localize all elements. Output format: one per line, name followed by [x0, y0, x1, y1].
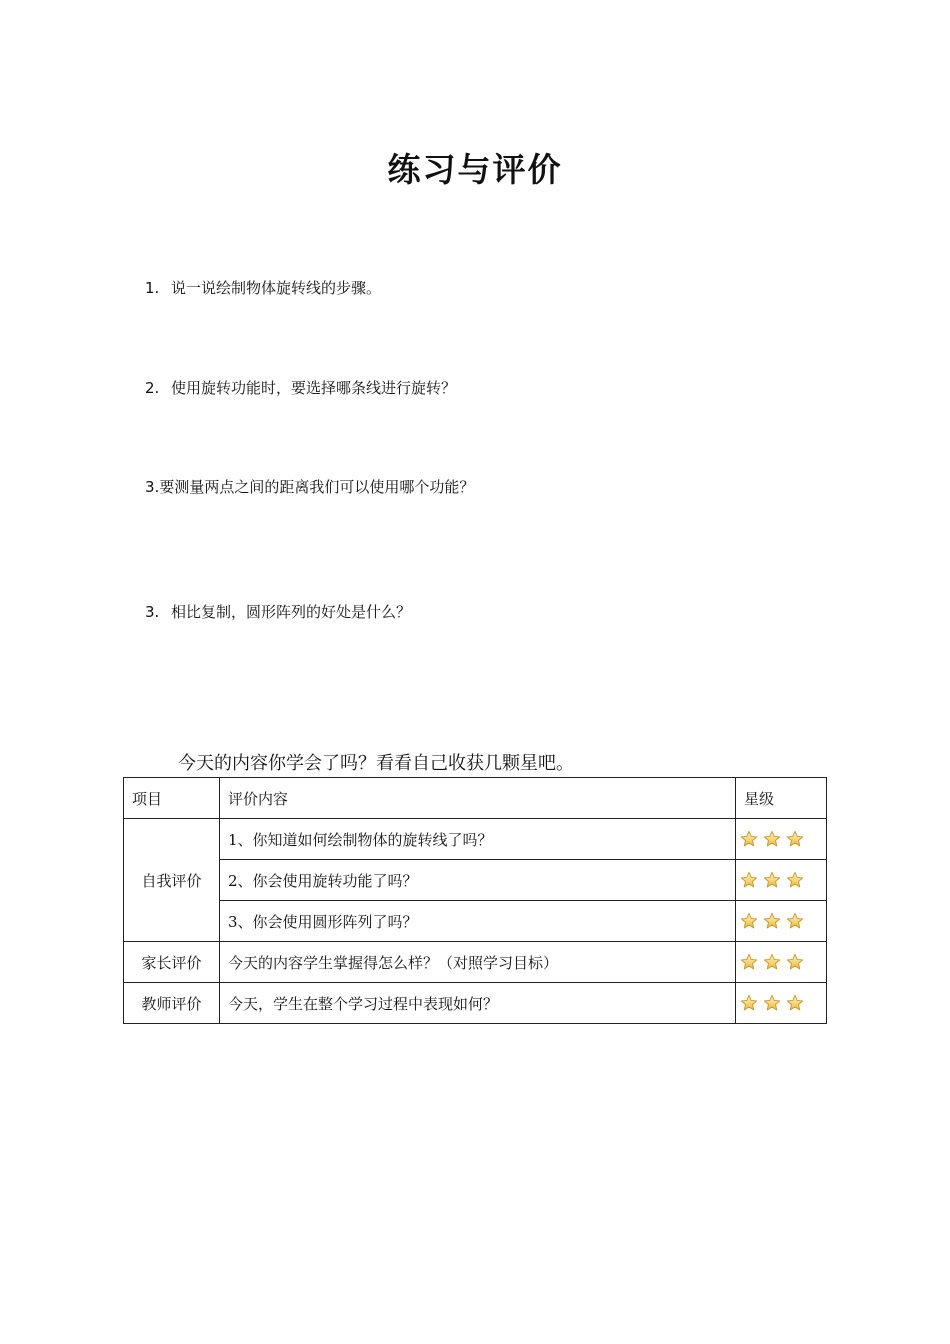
table-row	[124, 901, 827, 942]
row-content: 今天的内容学生掌握得怎么样？（对照学习目标）	[220, 942, 736, 983]
star-group	[740, 994, 822, 1012]
question-number: 3.	[145, 478, 160, 496]
header-item: 项目	[124, 778, 220, 819]
row-content: 1、你知道如何绘制物体的旋转线了吗？	[220, 819, 736, 860]
star-group	[740, 953, 822, 971]
question-number: 1.	[145, 279, 160, 297]
row-content: 今天，学生在整个学习过程中表现如何？	[220, 983, 736, 1024]
question-text: 说一说绘制物体旋转线的步骤。	[171, 279, 382, 297]
category-parent: 家长评价	[124, 942, 220, 983]
table-row	[124, 942, 827, 983]
table-row	[124, 819, 827, 860]
star-rating[interactable]	[736, 901, 827, 942]
star-icon[interactable]	[786, 912, 804, 930]
star-group	[740, 871, 822, 889]
star-icon[interactable]	[786, 953, 804, 971]
question-text: 使用旋转功能时，要选择哪条线进行旋转？	[171, 379, 457, 397]
star-rating[interactable]	[736, 942, 827, 983]
star-icon[interactable]	[740, 912, 758, 930]
question-text: 要测量两点之间的距离我们可以使用哪个功能？	[159, 478, 475, 496]
star-icon[interactable]	[763, 871, 781, 889]
question-number: 3.	[145, 603, 160, 621]
table-header-row	[124, 778, 827, 819]
star-icon[interactable]	[740, 871, 758, 889]
question-3	[145, 477, 474, 497]
page-title: 练习与评价	[387, 150, 563, 189]
table-row	[124, 860, 827, 901]
evaluation-intro: 今天的内容你学会了吗？看看自己收获几颗星吧。	[178, 753, 574, 774]
question-number: 2.	[145, 379, 160, 397]
star-icon[interactable]	[763, 953, 781, 971]
header-content: 评价内容	[220, 778, 736, 819]
question-4	[145, 602, 411, 622]
question-2	[145, 378, 456, 398]
star-rating[interactable]	[736, 860, 827, 901]
star-icon[interactable]	[740, 953, 758, 971]
table-row	[124, 983, 827, 1024]
row-content: 2、你会使用旋转功能了吗？	[220, 860, 736, 901]
category-teacher: 教师评价	[124, 983, 220, 1024]
star-group	[740, 912, 822, 930]
category-self: 自我评价	[124, 819, 220, 942]
evaluation-table	[123, 777, 827, 1024]
question-1	[145, 278, 381, 298]
star-icon[interactable]	[763, 830, 781, 848]
star-icon[interactable]	[786, 871, 804, 889]
star-group	[740, 830, 822, 848]
question-text: 相比复制，圆形阵列的好处是什么？	[171, 603, 412, 621]
star-rating[interactable]	[736, 819, 827, 860]
star-icon[interactable]	[740, 994, 758, 1012]
row-content: 3、你会使用圆形阵列了吗？	[220, 901, 736, 942]
header-rating: 星级	[736, 778, 827, 819]
star-icon[interactable]	[786, 830, 804, 848]
star-icon[interactable]	[740, 830, 758, 848]
star-rating[interactable]	[736, 983, 827, 1024]
star-icon[interactable]	[763, 994, 781, 1012]
star-icon[interactable]	[763, 912, 781, 930]
star-icon[interactable]	[786, 994, 804, 1012]
